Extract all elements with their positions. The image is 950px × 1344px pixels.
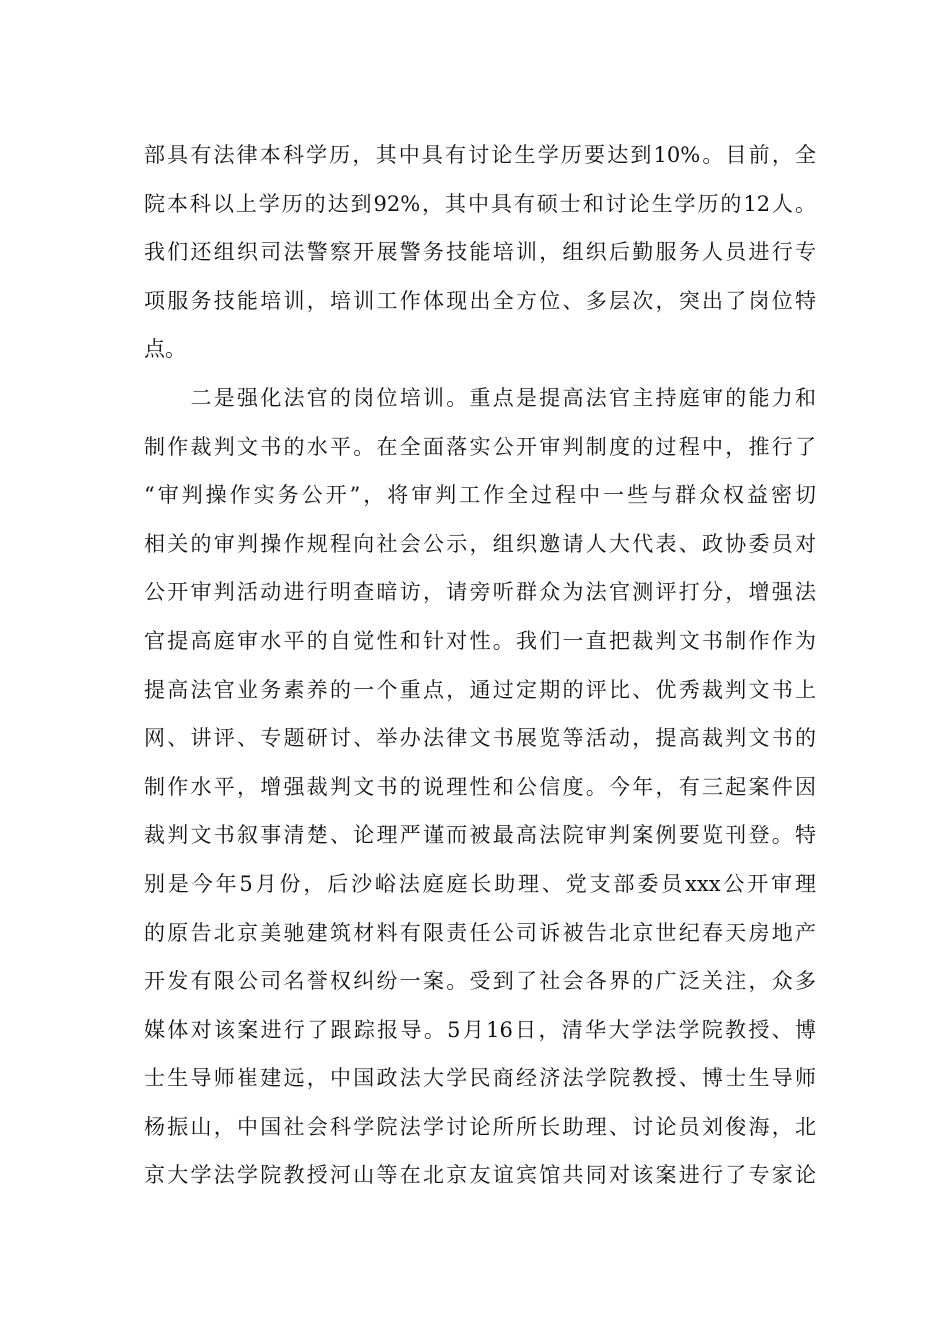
text-line-20: 士生导师崔建远，中国政法大学民商经济法学院教授、博士生导师 bbox=[144, 1066, 816, 1091]
text-line-1: 部具有法律本科学历，其中具有讨论生学历要达到10%。目前，全 bbox=[144, 143, 816, 167]
text-line-16: 别是今年5月份，后沙峪法庭庭长助理、党支部委员xxx公开审理 bbox=[144, 871, 816, 896]
text-line-12: 提高法官业务素养的一个重点，通过定期的评比、优秀裁判文书上 bbox=[144, 677, 816, 702]
text-line-2: 院本科以上学历的达到92%，其中具有硕士和讨论生学历的12人。 bbox=[144, 191, 816, 216]
text-line-10: 公开审判活动进行明查暗访，请旁听群众为法官测评打分，增强法 bbox=[144, 580, 816, 605]
text-line-4: 项服务技能培训，培训工作体现出全方位、多层次，突出了岗位特 bbox=[144, 288, 816, 313]
text-line-8: “审判操作实务公开”，将审判工作全过程中一些与群众权益密切 bbox=[144, 483, 816, 508]
text-line-13: 网、讲评、专题研讨、举办法律文书展览等活动，提高裁判文书的 bbox=[144, 726, 816, 751]
text-line-6: 二是强化法官的岗位培训。重点是提高法官主持庭审的能力和 bbox=[144, 385, 816, 410]
text-line-11: 官提高庭审水平的自觉性和针对性。我们一直把裁判文书制作作为 bbox=[144, 628, 816, 653]
text-line-19: 媒体对该案进行了跟踪报导。5月16日，清华大学法学院教授、博 bbox=[144, 1017, 816, 1042]
text-line-22: 京大学法学院教授河山等在北京友谊宾馆共同对该案进行了专家论 bbox=[144, 1163, 816, 1188]
text-line-5: 点。 bbox=[144, 337, 186, 362]
text-line-17: 的原告北京美驰建筑材料有限责任公司诉被告北京世纪春天房地产 bbox=[144, 920, 816, 945]
text-line-7: 制作裁判文书的水平。在全面落实公开审判制度的过程中，推行了 bbox=[144, 434, 816, 459]
body-text bbox=[144, 131, 816, 1200]
text-line-15: 裁判文书叙事清楚、论理严谨而被最高法院审判案例要览刊登。特 bbox=[144, 823, 816, 848]
text-line-18: 开发有限公司名誉权纠纷一案。受到了社会各界的广泛关注，众多 bbox=[144, 969, 816, 994]
text-line-14: 制作水平，增强裁判文书的说理性和公信度。今年，有三起案件因 bbox=[144, 774, 816, 799]
text-line-3: 我们还组织司法警察开展警务技能培训，组织后勤服务人员进行专 bbox=[144, 240, 816, 265]
text-line-21: 杨振山，中国社会科学院法学讨论所所长助理、讨论员刘俊海，北 bbox=[144, 1114, 816, 1139]
text-line-9: 相关的审判操作规程向社会公示，组织邀请人大代表、政协委员对 bbox=[144, 531, 816, 556]
